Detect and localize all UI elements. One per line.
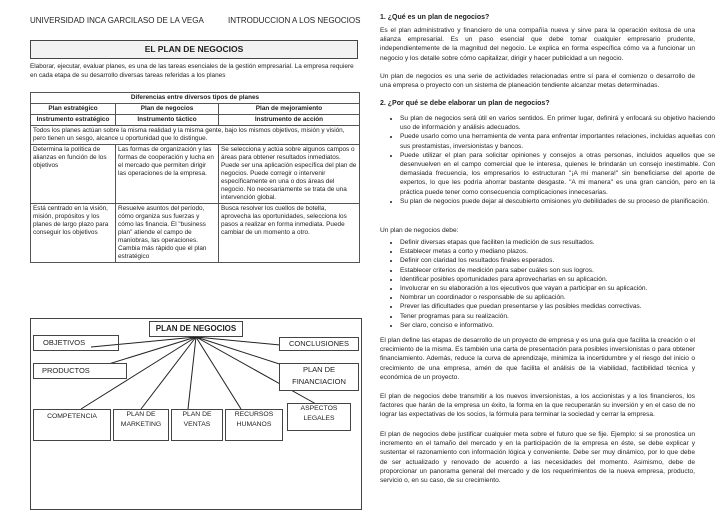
- question-2: 2. ¿Por qué se debe elaborar un plan de negocios?: [380, 100, 550, 107]
- table-cell: Está centrado en la visión, misión, propósitos y los planes de largo plazo para conseguir los objetivos: [31, 204, 116, 263]
- table-header: Plan de mejoramiento: [219, 104, 360, 115]
- paragraph-3: El plan define las etapas de desarrollo de un proyecto de empresa y es una guía que facilita la creación o el crecimiento de la misma. Es también una carta de presentación para posibles inversionistas o para obtener financiamiento. Además, reduce la curva de aprendizaje, minimiza la incertidumbre y el riesgo del inicio o crecimiento de una empresa, amén de que facilita el análisis de la viabilidad, factibilidad técnica y económica de un proyecto.: [380, 337, 695, 381]
- list-item: • Establecer metas a corto y mediano plazos.: [400, 247, 715, 256]
- list-item: • Establecer criterios de medición para saber cuáles son sus logros.: [400, 266, 715, 275]
- competencia-box: COMPETENCIA: [33, 409, 111, 441]
- list-item: • Definir diversas etapas que faciliten la medición de sus resultados.: [400, 238, 715, 247]
- table-subheader: Instrumento táctico: [116, 115, 219, 126]
- plans-table: [30, 92, 360, 263]
- objetivos-box: OBJETIVOS: [43, 338, 86, 347]
- recursos-box: RECURSOS HUMANOS: [225, 409, 283, 441]
- list-item: • Definir con claridad los resultados finales esperados.: [400, 256, 715, 265]
- list-item: • Involucrar en su elaboración a los ejecutivos que vayan a participar en su aplicación.: [400, 284, 715, 293]
- conclusiones-box: CONCLUSIONES: [279, 337, 359, 351]
- productos-box: PRODUCTOS: [33, 363, 127, 379]
- list-item: • Ser claro, conciso e informativo.: [400, 321, 715, 330]
- intro-text: Elaborar, ejecutar, evaluar planes, es una de las tareas esenciales de la gestión empresarial. La empresa requiere en cada etapa de su desarrollo diversas tareas referidas a los planes: [30, 63, 354, 79]
- list-item: • Su plan de negocios puede dejar al descubierto omisiones y/o debilidades de su proceso de planificación.: [400, 197, 715, 206]
- table-header: Plan estratégico: [31, 104, 116, 115]
- reasons-list: [380, 114, 715, 206]
- question-1: 1. ¿Qué es un plan de negocios?: [380, 14, 490, 21]
- table-cell: Determina la política de alianzas en función de los objetivos: [31, 145, 116, 204]
- answer-1b: Un plan de negocios es una serie de actividades relacionadas entre sí para el comienzo o desarrollo de una empresa o proyecto con un sistema de planeación tendiente alcanzar metas determinadas.: [380, 73, 695, 90]
- list-item: • Su plan de negocios será útil en varios sentidos. En primer lugar, definirá y enfocará su objetivo haciendo uso de información y análisis adecuados.: [400, 114, 715, 132]
- plan-diagram: [30, 318, 362, 510]
- list-item: • Nombrar un coordinador o responsable de su aplicación.: [400, 293, 715, 302]
- marketing-box: PLAN DE MARKETING: [113, 409, 169, 441]
- table-subheader: Instrumento estratégico: [31, 115, 116, 126]
- requirements-list: [380, 238, 715, 330]
- table-cell: Las formas de organización y las formas de cooperación y lucha en el mercado que permiten dirigir las operaciones de la empresa.: [116, 145, 219, 204]
- list-item: • Prever las dificultades que puedan presentarse y las posibles medidas correctivas.: [400, 302, 715, 311]
- must-lead: Un plan de negocios debe:: [380, 227, 459, 234]
- table-span-row: Todos los planes actúan sobre la misma realidad y la misma gente, bajo los mismos objetivos, misión y visión, pero tienen un sesgo, alcance u oportunidad que lo distingue.: [31, 126, 360, 145]
- course-header: INTRODUCCION A LOS NEGOCIOS: [228, 16, 361, 25]
- plan-center-box: PLAN DE NEGOCIOS: [149, 321, 243, 337]
- table-header: Plan de negocios: [116, 104, 219, 115]
- financiacion-box: PLAN DE FINANCIACION: [279, 363, 359, 391]
- list-item: • Tener programas para su realización.: [400, 312, 715, 321]
- table-cell: Resuelve asuntos del período, cómo organiza sus fuerzas y cómo las financia. El "business plan" atiende el campo de maniobras, las operaciones. Cambia más rápido que el plan estratégico: [116, 204, 219, 263]
- paragraph-5: El plan de negocios debe justificar cualquier meta sobre el futuro que se fije. Ejemplo: si se pronostica un incremento en el tamaño del mercado y en la participación de la empresa en éste, se debe explicar y sustentar el razonamiento con información lógica y conveniente. Debe ser muy dinámico, por lo que debe de ser actualizado y renovado de acuerdo a las necesidades del momento. Asimismo, debe de proporcionar un panorama general del mercado y de los requerimientos de la nueva empresa, producto, servicio o, en su caso, de su crecimiento.: [380, 431, 695, 485]
- paragraph-4: El plan de negocios debe transmitir a los nuevos inversionistas, a los accionistas y a los financieros, los factores que harán de la empresa un éxito, la forma en la que recuperarán su inversión y en el caso de no lograr las expectativas de los socios, la fórmula para terminar la sociedad y cerrar la empresa.: [380, 393, 695, 419]
- list-item: • Puede usarlo como una herramienta de venta para enfrentar importantes relaciones, incluidas aquellas con sus prestamistas, inversionistas y bancos.: [400, 132, 715, 150]
- list-item: • Puede utilizar el plan para solicitar opiniones y consejos a otras personas, incluidos aquellos que se desenvuelven en el campo comercial que le interesa, quienes le brindarán un consejo inestimable. Con demasiada frecuencia, los empresarios lo estructuran "¡A mi manera!" sin beneficiarse del aporte de expertos, lo que les podría ahorrar bastante desgaste. "A mi manera" es una gran canción, pero en la práctica puede tener como consecuencia complicaciones innecesarias.: [400, 151, 715, 197]
- ventas-box: PLAN DE VENTAS: [171, 409, 223, 441]
- answer-1: Es el plan administrativo y financiero de una compañía nueva y sirve para la operación exitosa de una alianza empresarial. Es un paso esencial que debe tomar cualquier empresario prudente, independientemente de la magnitud del negocio. Le explica en forma específica cómo va a funcionar un negocio y los detalle sobre cómo capitalizar, dirigir y hacer publicidad a un negocio.: [380, 27, 695, 62]
- table-title: Diferencias entre diversos tipos de planes: [31, 93, 360, 104]
- objetivos-frame: [33, 335, 119, 351]
- table-cell: Se selecciona y actúa sobre algunos campos o áreas para obtener resultados inmediatos. Puede ser una aplicación específica del plan de negocios. Puede corregir o intervenir específicamente en una o dos áreas del negocio. No necesariamente se trata de una intervención global.: [219, 145, 360, 204]
- list-item: • Identificar posibles oportunidades para aprovecharlas en su aplicación.: [400, 275, 715, 284]
- legales-box: ASPECTOS LEGALES: [287, 403, 351, 431]
- page-title: EL PLAN DE NEGOCIOS: [30, 40, 358, 59]
- table-cell: Busca resolver los cuellos de botella, aprovecha las oportunidades, selecciona los pasos a realizar en forma inmediata. Puede cambiar de un momento a otro.: [219, 204, 360, 263]
- table-subheader: Instrumento de acción: [219, 115, 360, 126]
- university-header: UNIVERSIDAD INCA GARCILASO DE LA VEGA: [30, 16, 204, 25]
